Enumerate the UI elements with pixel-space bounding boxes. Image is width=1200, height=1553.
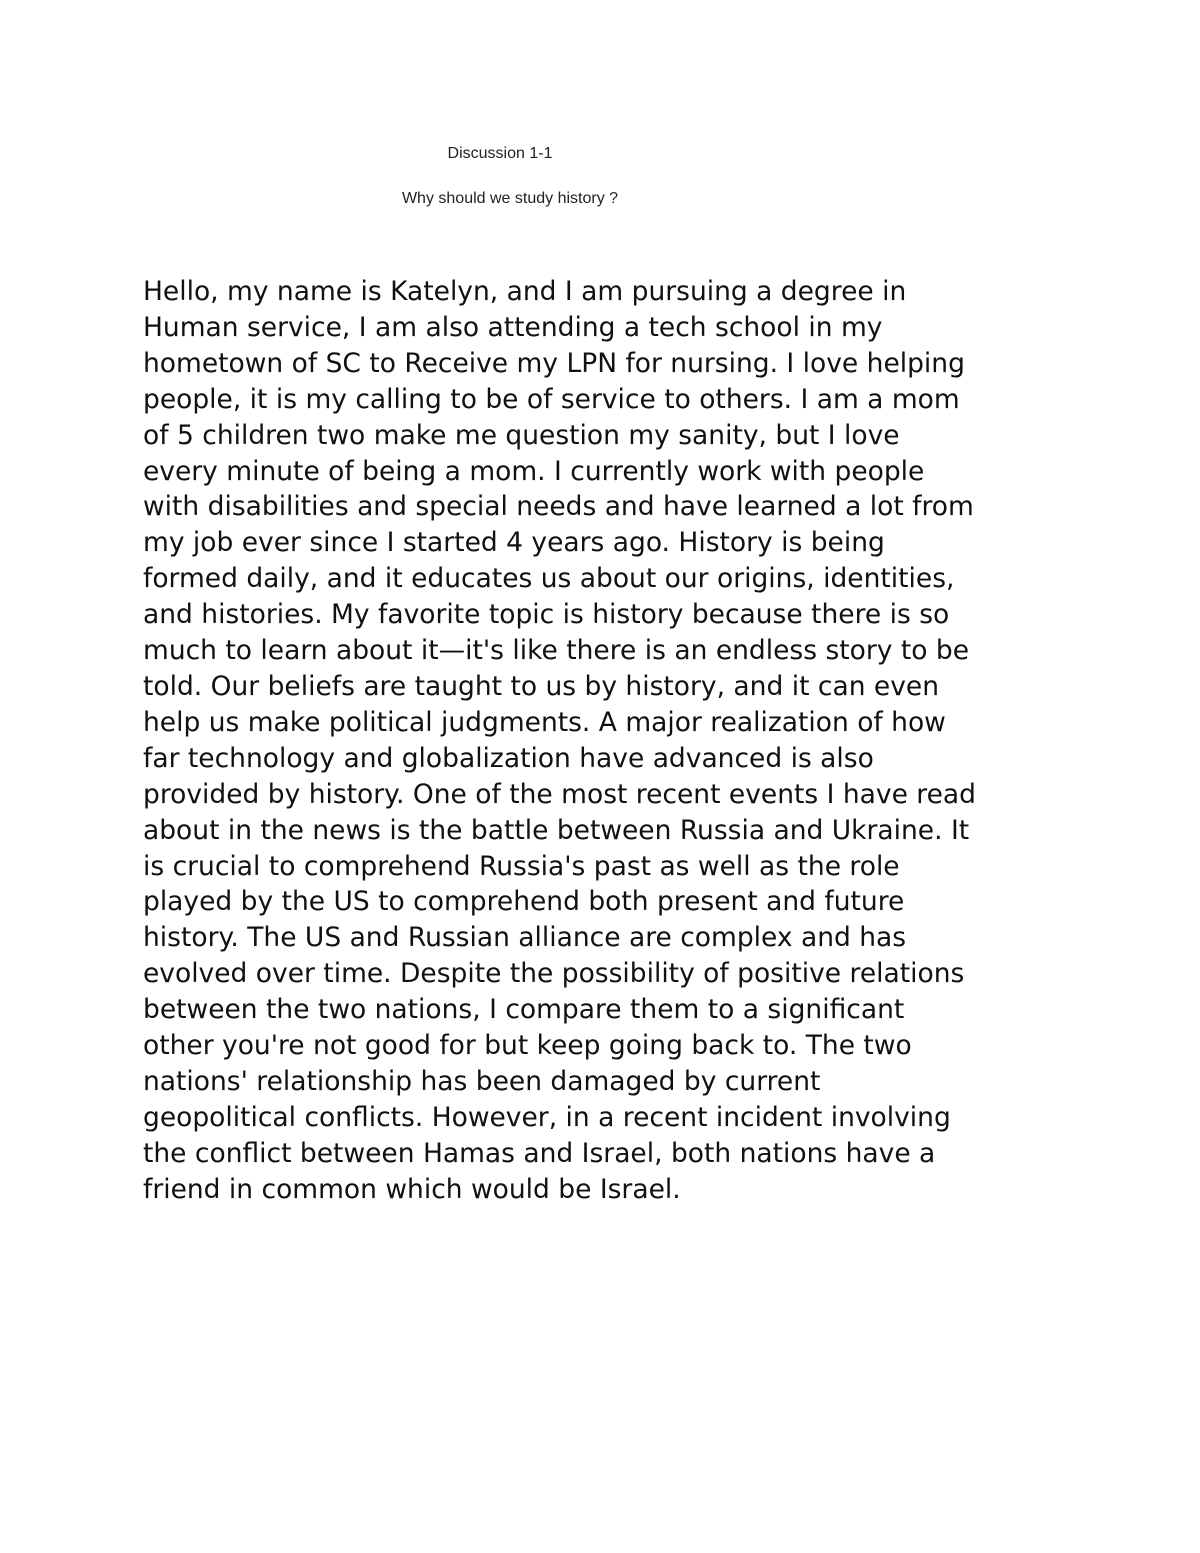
body-line: people, it is my calling to be of service to others. I am a mom (143, 383, 960, 415)
body-line: far technology and globalization have advanced is also (143, 742, 874, 774)
body-line: history. The US and Russian alliance are complex and has (143, 922, 907, 954)
body-line: nations' relationship has been damaged by current (143, 1065, 821, 1097)
body-line: hometown of SC to Receive my LPN for nursing. I love helping (143, 347, 965, 379)
body-line: of 5 children two make me question my sanity, but I love (143, 419, 900, 451)
body-line: is crucial to comprehend Russia's past as well as the role (143, 850, 900, 882)
body-line: my job ever since I started 4 years ago. History is being (143, 527, 885, 559)
body-line: told. Our beliefs are taught to us by history, and it can even (143, 670, 939, 702)
body-line: every minute of being a mom. I currently work with people (143, 455, 925, 487)
body-line: Human service, I am also attending a tech school in my (143, 311, 883, 343)
body-line: friend in common which would be Israel. (143, 1173, 681, 1205)
body-line: geopolitical conflicts. However, in a recent incident involving (143, 1101, 951, 1133)
body-line: the conflict between Hamas and Israel, both nations have a (143, 1137, 936, 1169)
body-line: formed daily, and it educates us about our origins, identities, (143, 563, 955, 595)
body-line: about in the news is the battle between Russia and Ukraine. It (143, 814, 970, 846)
body-line: and histories. My favorite topic is history because there is so (143, 599, 950, 631)
document-subtitle: Why should we study history ? (401, 190, 619, 207)
document-title: Discussion 1-1 (447, 145, 553, 162)
body-line: provided by history. One of the most recent events I have read (143, 778, 976, 810)
body-line: much to learn about it—it's like there is an endless story to be (143, 635, 970, 667)
body-line: between the two nations, I compare them to a significant (143, 994, 905, 1026)
body-paragraph (143, 274, 1073, 1208)
body-line: Hello, my name is Katelyn, and I am pursuing a degree in (143, 276, 907, 307)
body-line: other you're not good for but keep going back to. The two (143, 1030, 912, 1062)
body-line: evolved over time. Despite the possibility of positive relations (143, 958, 965, 990)
body-line: played by the US to comprehend both present and future (143, 886, 905, 918)
body-line: with disabilities and special needs and have learned a lot from (143, 491, 974, 523)
body-line: help us make political judgments. A major realization of how (143, 706, 946, 738)
